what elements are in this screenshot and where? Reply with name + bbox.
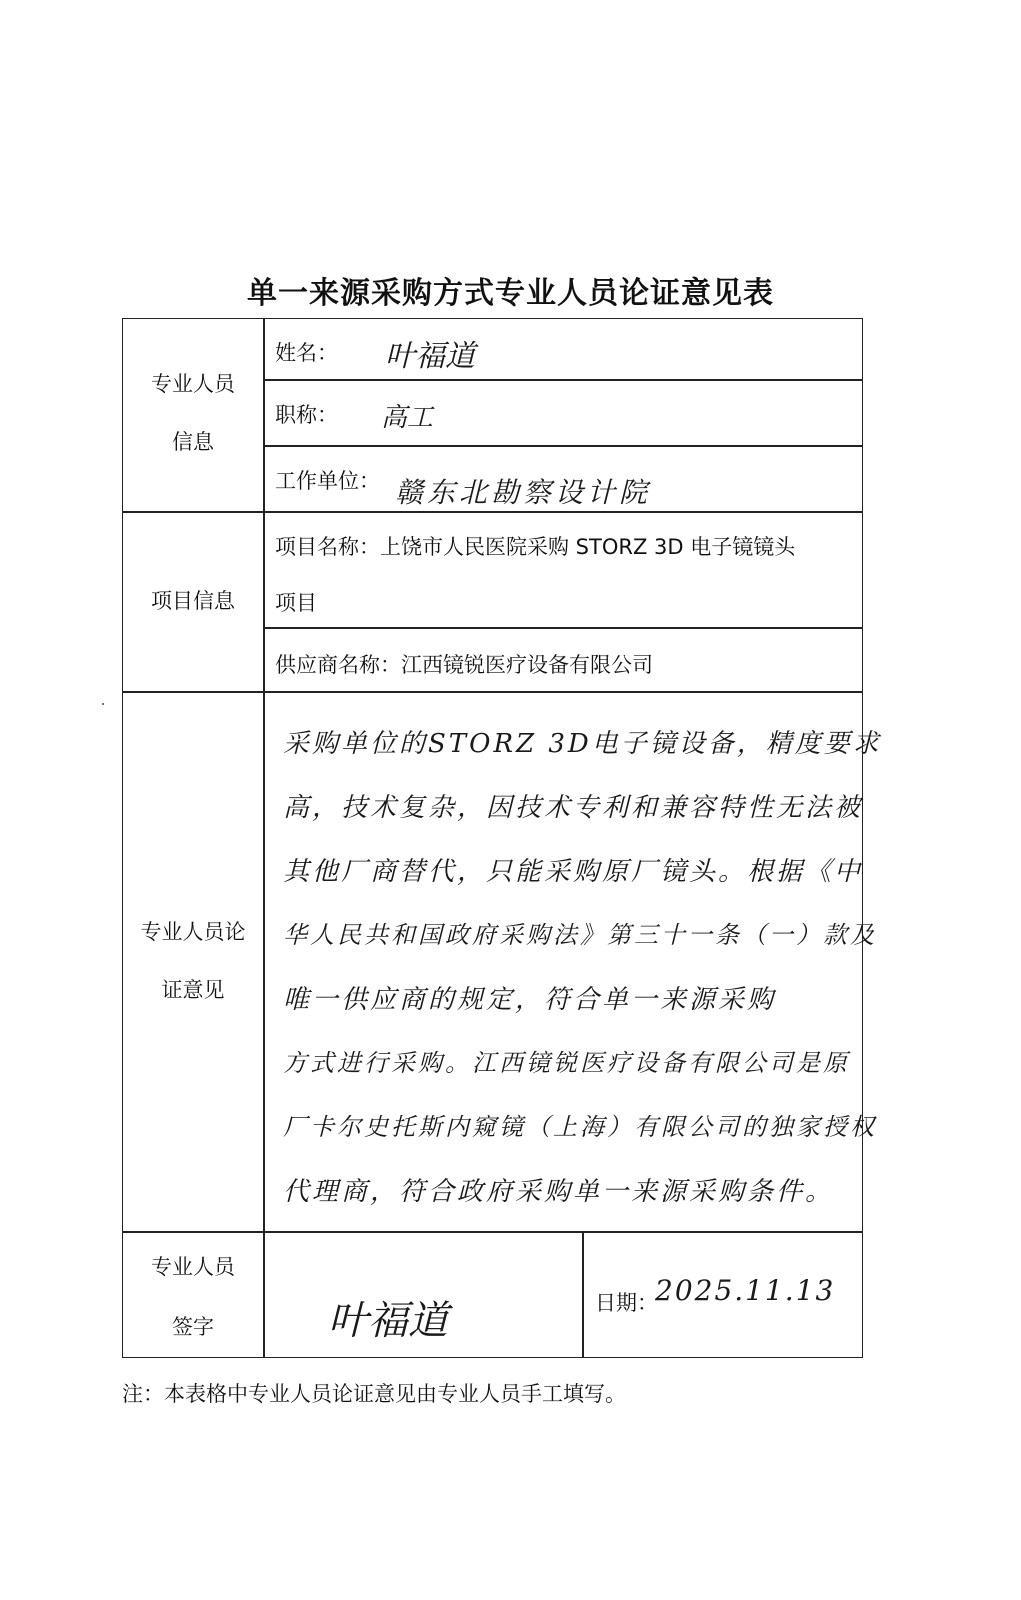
project-name-value-line1: 上饶市人民医院采购 STORZ 3D 电子镜镜头 [380, 535, 796, 559]
section-divider [123, 511, 863, 513]
signature-label-line1: 专业人员 [151, 1255, 235, 1279]
supplier-label-text: 供应商名称： [275, 653, 401, 677]
signature-label [123, 1237, 263, 1357]
name-label: 姓名： [275, 341, 338, 365]
name-handwritten-value: 叶福道 [385, 339, 475, 374]
employer-label: 工作单位： [275, 469, 380, 493]
footer-note: 注：本表格中专业人员论证意见由专业人员手工填写。 [122, 1382, 626, 1406]
opinion-line: 采购单位的STORZ 3D电子镜设备，精度要求 [283, 729, 882, 759]
form-title: 单一来源采购方式专业人员论证意见表 [247, 276, 774, 311]
opinion-label-line1: 专业人员论 [140, 920, 246, 944]
opinion-line: 唯一供应商的规定，符合单一来源采购 [283, 985, 777, 1015]
opinion-line: 方式进行采购。江西镜锐医疗设备有限公司是原 [283, 1049, 850, 1077]
column-divider [263, 319, 265, 1357]
opinion-form-table [122, 318, 882, 1358]
date-handwritten-value: 2025.11.13 [655, 1274, 836, 1307]
expert-info-label [123, 355, 263, 471]
project-name-label-text: 项目名称： [275, 535, 380, 559]
opinion-label-line2: 证意见 [161, 978, 225, 1002]
signature-date-divider [582, 1231, 584, 1357]
date-label: 日期： [595, 1291, 658, 1315]
employer-handwritten-value: 赣东北勘察设计院 [395, 476, 652, 509]
row-divider [263, 445, 863, 447]
supplier-label [275, 649, 653, 679]
opinion-line: 华人民共和国政府采购法》第三十一条（一）款及 [283, 921, 877, 949]
opinion-label [123, 903, 263, 1019]
project-name-label [275, 531, 795, 561]
job-title-handwritten-value: 高工 [381, 403, 434, 433]
handwritten-signature: 叶福道 [328, 1298, 448, 1344]
job-title-label: 职称： [275, 403, 338, 427]
opinion-line: 其他厂商替代，只能采购原厂镜头。根据《中 [283, 857, 864, 887]
supplier-value: 江西镜锐医疗设备有限公司 [401, 653, 653, 677]
opinion-line: 代理商，符合政府采购单一来源采购条件。 [283, 1177, 835, 1207]
scan-speck [102, 703, 104, 705]
opinion-line: 厂卡尔史托斯内窥镜（上海）有限公司的独家授权 [283, 1113, 877, 1141]
expert-info-label-line1: 专业人员 [151, 372, 235, 396]
row-divider [263, 379, 863, 381]
signature-label-line2: 签字 [172, 1315, 214, 1339]
expert-info-label-line2: 信息 [172, 430, 214, 454]
row-divider [263, 627, 863, 629]
section-divider [123, 691, 863, 693]
opinion-line: 高，技术复杂，因技术专利和兼容特性无法被 [283, 793, 864, 823]
project-name-value-line2: 项目 [275, 591, 317, 615]
section-divider [123, 1231, 863, 1233]
project-info-label: 项目信息 [151, 589, 235, 613]
